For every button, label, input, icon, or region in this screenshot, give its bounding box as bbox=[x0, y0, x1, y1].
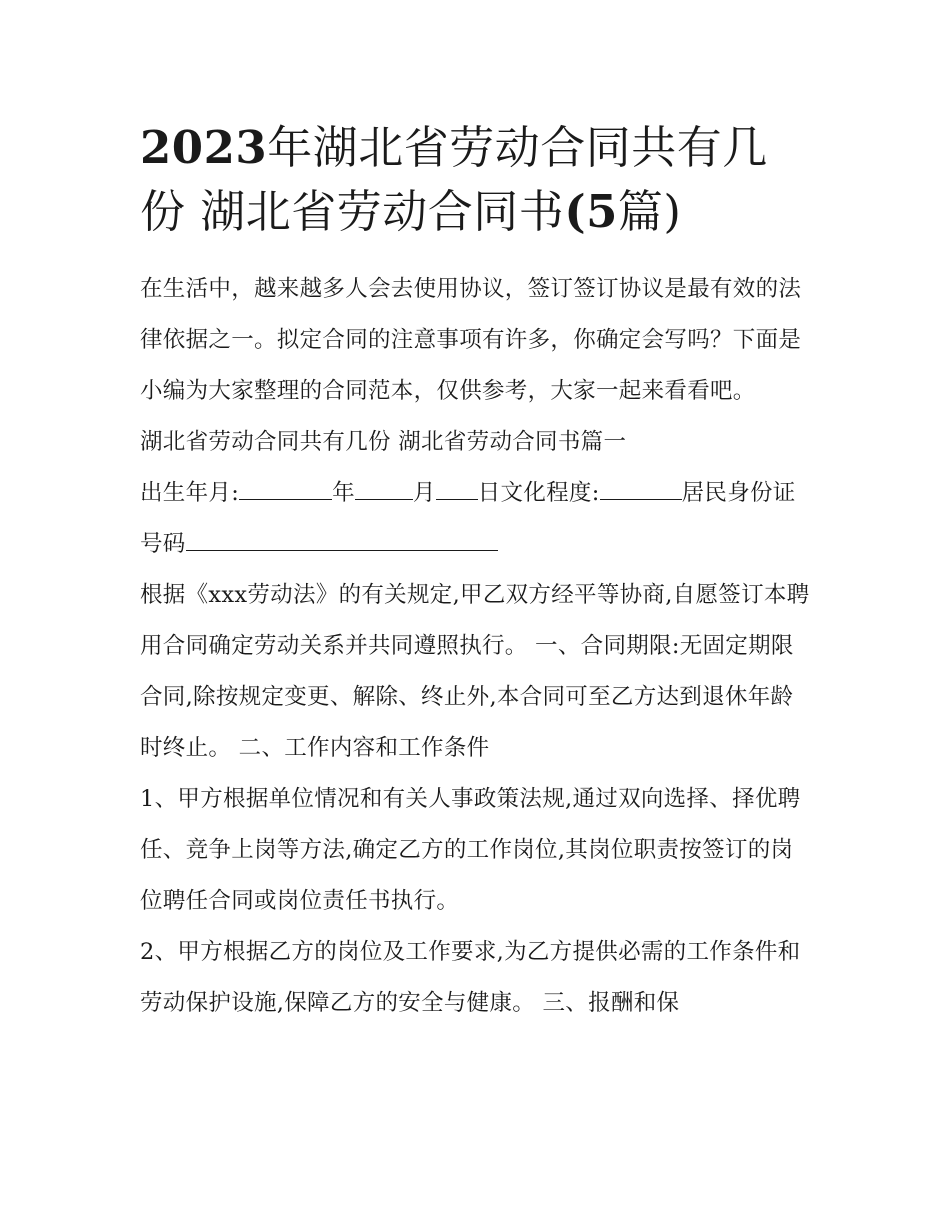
day-education-label: 日文化程度: bbox=[477, 480, 600, 506]
id-number-blank bbox=[186, 526, 498, 551]
birth-year-blank bbox=[239, 475, 332, 500]
birth-month-blank bbox=[355, 475, 413, 500]
title-year: 2023 bbox=[140, 121, 268, 174]
section-heading: 湖北省劳动合同共有几份 湖北省劳动合同书篇一 bbox=[140, 429, 627, 455]
id-number-label: 居民身份证号码 bbox=[140, 480, 796, 557]
birth-label: 出生年月: bbox=[140, 480, 240, 506]
month-label: 月 bbox=[412, 480, 436, 506]
item2-paragraph: 2、甲方根据乙方的岗位及工作要求,为乙方提供必需的工作条件和劳动保护设施,保障乙方的安全与健康。 三、报酬和保 bbox=[140, 939, 801, 1016]
document-body bbox=[140, 264, 815, 1029]
education-blank bbox=[600, 475, 682, 500]
document-page bbox=[140, 116, 815, 1029]
document-title bbox=[140, 116, 815, 244]
title-line2-text: 份 湖北省劳动合同书 bbox=[140, 185, 565, 238]
basis-paragraph: 根据《xxx劳动法》的有关规定,甲乙双方经平等协商,自愿签订本聘用合同确定劳动关系并共同遵照执行。 一、合同期限:无固定期限合同,除按规定变更、解除、终止外,本合同可至乙方达到退休年龄时终止。 二、工作内容和工作条件 bbox=[140, 582, 810, 761]
item1-paragraph: 1、甲方根据单位情况和有关人事政策法规,通过双向选择、择优聘任、竞争上岗等方法,确定乙方的工作岗位,其岗位职责按签订的岗位聘任合同或岗位责任书执行。 bbox=[140, 786, 801, 914]
title-line1-text: 年湖北省劳动合同共有几 bbox=[267, 121, 768, 174]
title-count: (5 bbox=[564, 185, 618, 238]
form-fields bbox=[140, 468, 815, 570]
title-line2-post: 篇) bbox=[617, 185, 682, 238]
year-label: 年 bbox=[332, 480, 355, 506]
birth-day-blank bbox=[436, 475, 478, 500]
intro-paragraph: 在生活中，越来越多人会去使用协议，签订签订协议是最有效的法律依据之一。拟定合同的注意事项有许多，你确定会写吗？下面是小编为大家整理的合同范本，仅供参考，大家一起来看看吧。 bbox=[140, 276, 802, 404]
